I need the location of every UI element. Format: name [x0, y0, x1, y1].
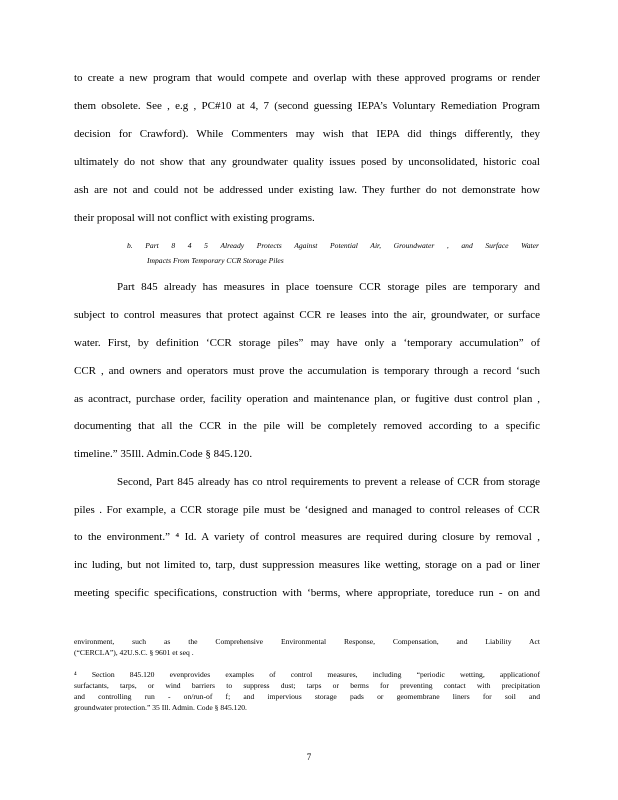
footnote-line: surfactants, tarps, or wind barriers to suppress dust; tarps or berms for preventing contact with precipitation — [74, 681, 540, 690]
text-line: meeting specific specifications, construction with ‘berms, where appropriate, toreduce run - on and — [74, 587, 540, 599]
text-line: ash are not and could not be addressed under existing law. They further do not demonstrate how — [74, 184, 540, 196]
text-line: CCR , and owners and operators must prove the accumulation is temporary through a record ‘such — [74, 365, 540, 377]
footnote-line: groundwater protection.” 35 Ill. Admin. Code § 845.120. — [74, 703, 247, 712]
footnote-line: and controlling run - on/run-of f; and impervious storage pads or geomembrane liners for soil and — [74, 692, 540, 701]
text-line: Second, Part 845 already has co ntrol requirements to prevent a release of CCR from storage — [117, 476, 540, 488]
footnote-line: environment, such as the Comprehensive Environmental Response, Compensation, and Liability Act — [74, 637, 540, 646]
text-line: to the environment.” ⁴ Id. A variety of control measures are required during closure by removal , — [74, 531, 540, 543]
text-line: them obsolete. See , e.g , PC#10 at 4, 7 (second guessing IEPA’s Voluntary Remediation Program — [74, 100, 540, 112]
text-line: to create a new program that would compete and overlap with these approved programs or render — [74, 72, 540, 84]
text-line: subject to control measures that protect against CCR re leases into the air, groundwater, or surface — [74, 309, 540, 321]
subheading-line: b. Part 8 4 5 Already Protects Against Potential Air, Groundwater , and Surface Water — [127, 241, 539, 250]
text-line: their proposal will not conflict with existing programs. — [74, 212, 315, 224]
text-line: piles . For example, a CCR storage pile must be ‘designed and managed to control releases of CCR — [74, 504, 540, 516]
text-line: timeline.” 35Ill. Admin.Code § 845.120. — [74, 448, 253, 460]
page-number: 7 — [306, 752, 312, 762]
text-line: documenting that all the CCR in the pile will be completely removed according to a specific — [74, 420, 540, 432]
text-line: water. First, by definition ‘CCR storage piles” may have only a ‘temporary accumulation” of — [74, 337, 540, 349]
footnote-line: (“CERCLA”), 42U.S.C. § 9601 et seq . — [74, 648, 194, 657]
text-line: inc luding, but not limited to, tarp, dust suppression measures like wetting, storage on a pad or liner — [74, 559, 540, 571]
text-line: as acontract, purchase order, facility operation and maintenance plan, or fugitive dust control plan , — [74, 393, 540, 405]
text-line: decision for Crawford). While Commenters may wish that IEPA did things differently, they — [74, 128, 540, 140]
footnote-line: ⁴ Section 845.120 evenprovides examples of control measures, including “periodic wetting, applicationof — [74, 670, 540, 679]
subheading-line: Impacts From Temporary CCR Storage Piles — [147, 256, 284, 265]
text-line: Part 845 already has measures in place toensure CCR storage piles are temporary and — [117, 281, 540, 293]
text-line: ultimately do not show that any groundwater quality issues posed by unconsolidated, historic coal — [74, 156, 540, 168]
